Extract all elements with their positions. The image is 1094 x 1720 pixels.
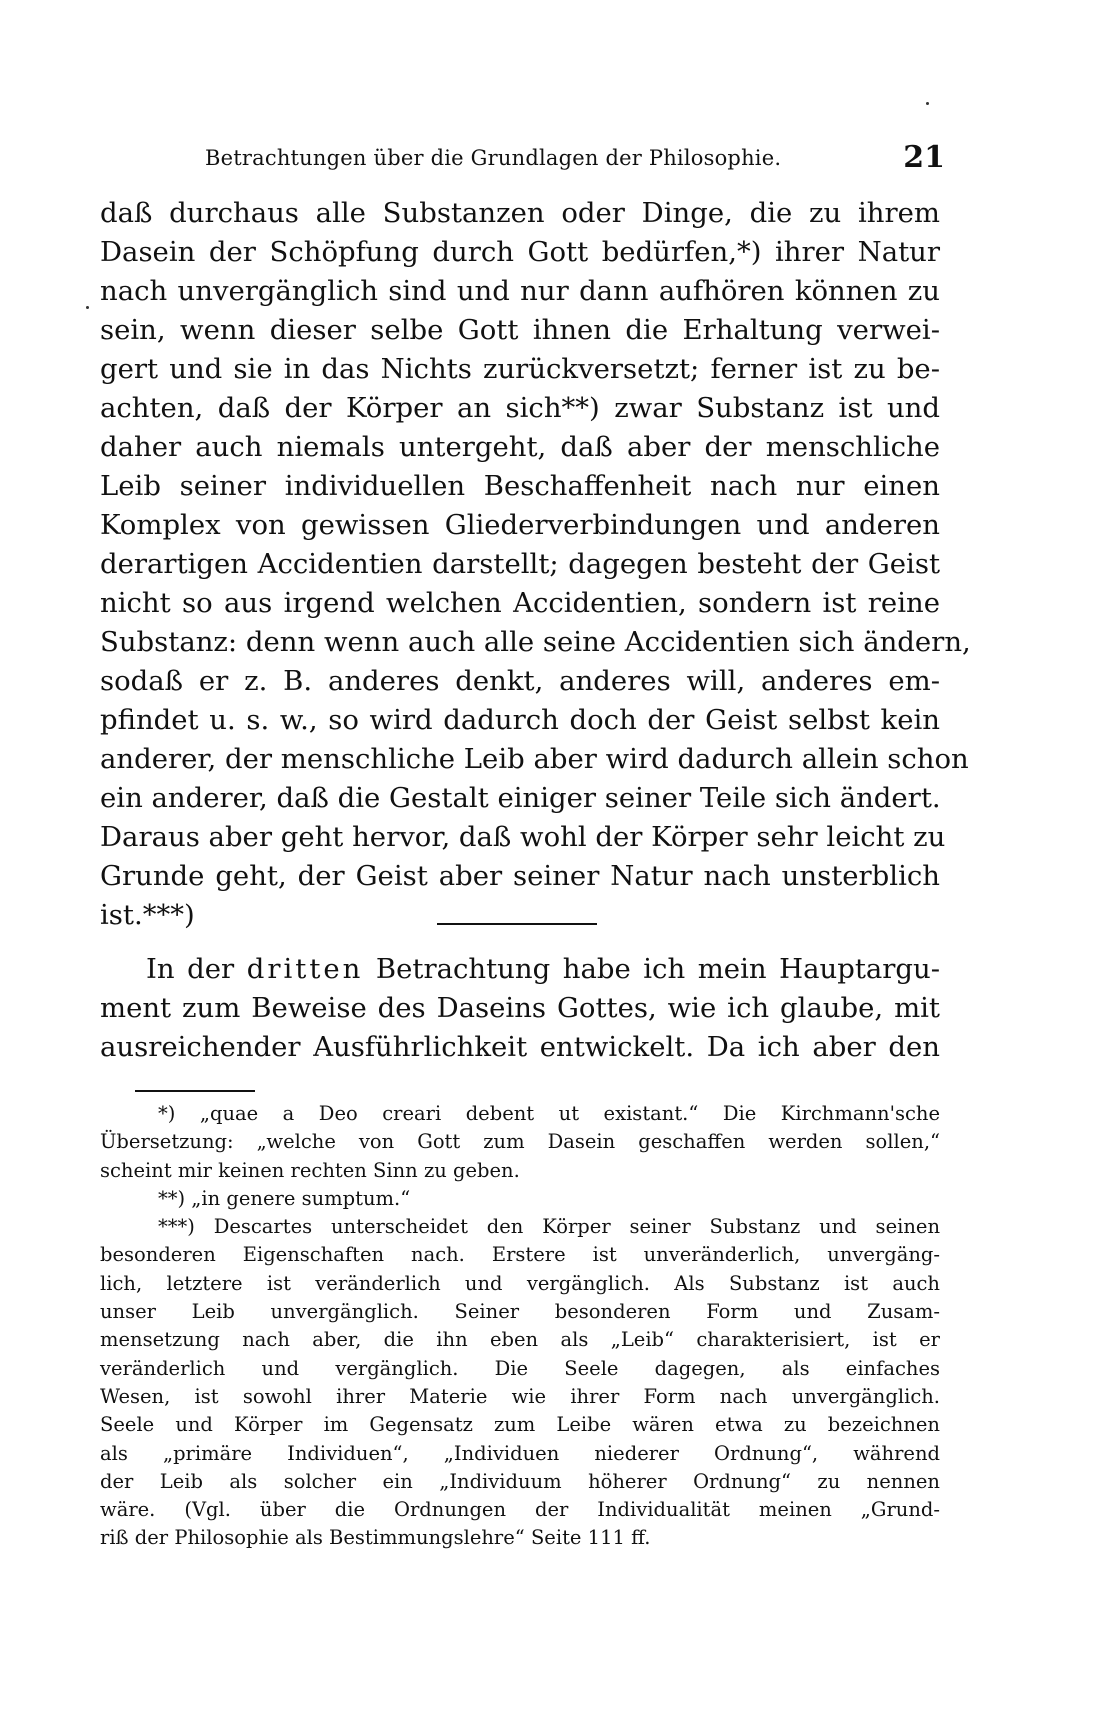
footnote-divider bbox=[135, 1090, 255, 1092]
emphasized-word: dritten bbox=[246, 953, 364, 985]
footnote-2-line: **) „in genere sumptum.“ bbox=[158, 1186, 411, 1210]
page-header bbox=[205, 140, 945, 180]
page-number: 21 bbox=[903, 140, 945, 175]
text-line: daß durchaus alle Substanzen oder Dinge, die zu ihrem bbox=[100, 197, 940, 229]
footnote-3-line: Seele und Körper im Gegensatz zum Leibe wären etwa zu bezeichnen bbox=[100, 1413, 940, 1437]
footnote-3-line: lich, letztere ist veränderlich und vergänglich. Als Substanz ist auch bbox=[100, 1271, 940, 1295]
text-line: ein anderer, daß die Gestalt einiger seiner Teile sich ändert. bbox=[100, 782, 941, 814]
footnote-3-line: unser Leib unvergänglich. Seiner besonderen Form und Zusam- bbox=[100, 1300, 940, 1324]
text-line: Leib seiner individuellen Beschaffenheit nach nur einen bbox=[100, 470, 940, 502]
running-title: Betrachtungen über die Grundlagen der Philosophie. bbox=[205, 146, 782, 170]
text-line-first bbox=[100, 950, 940, 989]
stray-dot-mark bbox=[926, 102, 929, 105]
paragraph-1 bbox=[100, 194, 971, 935]
text-line: anderer, der menschliche Leib aber wird dadurch allein schon bbox=[100, 743, 969, 775]
footnote-3-line: mensetzung nach aber, die ihn eben als „Leib“ charakterisiert, ist er bbox=[100, 1328, 940, 1352]
footnote-3-line: besonderen Eigenschaften nach. Erstere ist unveränderlich, unvergäng- bbox=[100, 1243, 940, 1267]
text-run: Betrachtung habe ich mein Hauptargu- bbox=[375, 953, 941, 985]
footnote-3-line: riß der Philosophie als Bestimmungslehre“ Seite 111 ff. bbox=[100, 1526, 651, 1550]
text-line: achten, daß der Körper an sich**) zwar Substanz ist und bbox=[100, 392, 940, 424]
margin-dot-mark bbox=[86, 306, 89, 309]
text-line: ausreichender Ausführlichkeit entwickelt. Da ich aber den bbox=[100, 1031, 940, 1063]
section-divider bbox=[437, 923, 597, 925]
text-line: sein, wenn dieser selbe Gott ihnen die Erhaltung verwei- bbox=[100, 314, 940, 346]
footnote-3-line: ***) Descartes unterscheidet den Körper seiner Substanz und seinen bbox=[158, 1215, 940, 1239]
text-line: nach unvergänglich sind und nur dann aufhören können zu bbox=[100, 275, 940, 307]
text-line: derartigen Accidentien darstellt; dagegen besteht der Geist bbox=[100, 548, 940, 580]
footnote-3-line: wäre. (Vgl. über die Ordnungen der Individualität meinen „Grund- bbox=[100, 1498, 940, 1522]
text-line: Komplex von gewissen Gliederverbindungen und anderen bbox=[100, 509, 940, 541]
text-run: In der bbox=[146, 953, 235, 985]
footnote-1-line: scheint mir keinen rechten Sinn zu geben. bbox=[100, 1158, 520, 1182]
text-line: Dasein der Schöpfung durch Gott bedürfen,*) ihrer Natur bbox=[100, 236, 940, 268]
footnotes bbox=[100, 1100, 940, 1553]
footnote-1-line: Übersetzung: „welche von Gott zum Dasein geschaffen werden sollen,“ bbox=[100, 1130, 940, 1154]
footnote-3-line: als „primäre Individuen“, „Individuen niederer Ordnung“, während bbox=[100, 1441, 940, 1465]
text-line: gert und sie in das Nichts zurückversetzt; ferner ist zu be- bbox=[100, 353, 940, 385]
footnote-1-line: *) „quae a Deo creari debent ut existant.“ Die Kirchmann'sche bbox=[158, 1102, 940, 1125]
text-line: ist.***) bbox=[100, 899, 195, 931]
text-line: nicht so aus irgend welchen Accidentien, sondern ist reine bbox=[100, 587, 940, 619]
text-line: daher auch niemals untergeht, daß aber der menschliche bbox=[100, 431, 940, 463]
paragraph-2 bbox=[100, 950, 940, 1067]
text-line: ment zum Beweise des Daseins Gottes, wie ich glaube, mit bbox=[100, 992, 940, 1024]
footnote-3-line: veränderlich und vergänglich. Die Seele dagegen, als einfaches bbox=[100, 1356, 940, 1380]
text-line: Substanz: denn wenn auch alle seine Accidentien sich ändern, bbox=[100, 626, 971, 658]
footnote-3-line: Wesen, ist sowohl ihrer Materie wie ihrer Form nach unvergänglich. bbox=[100, 1384, 940, 1408]
text-line: sodaß er z. B. anderes denkt, anderes will, anderes em- bbox=[100, 665, 940, 697]
footnote-3-line: der Leib als solcher ein „Individuum höherer Ordnung“ zu nennen bbox=[100, 1469, 940, 1493]
text-line: pfindet u. s. w., so wird dadurch doch der Geist selbst kein bbox=[100, 704, 940, 736]
text-line: Grunde geht, der Geist aber seiner Natur nach unsterblich bbox=[100, 860, 940, 892]
text-line: Daraus aber geht hervor, daß wohl der Körper sehr leicht zu bbox=[100, 821, 946, 853]
